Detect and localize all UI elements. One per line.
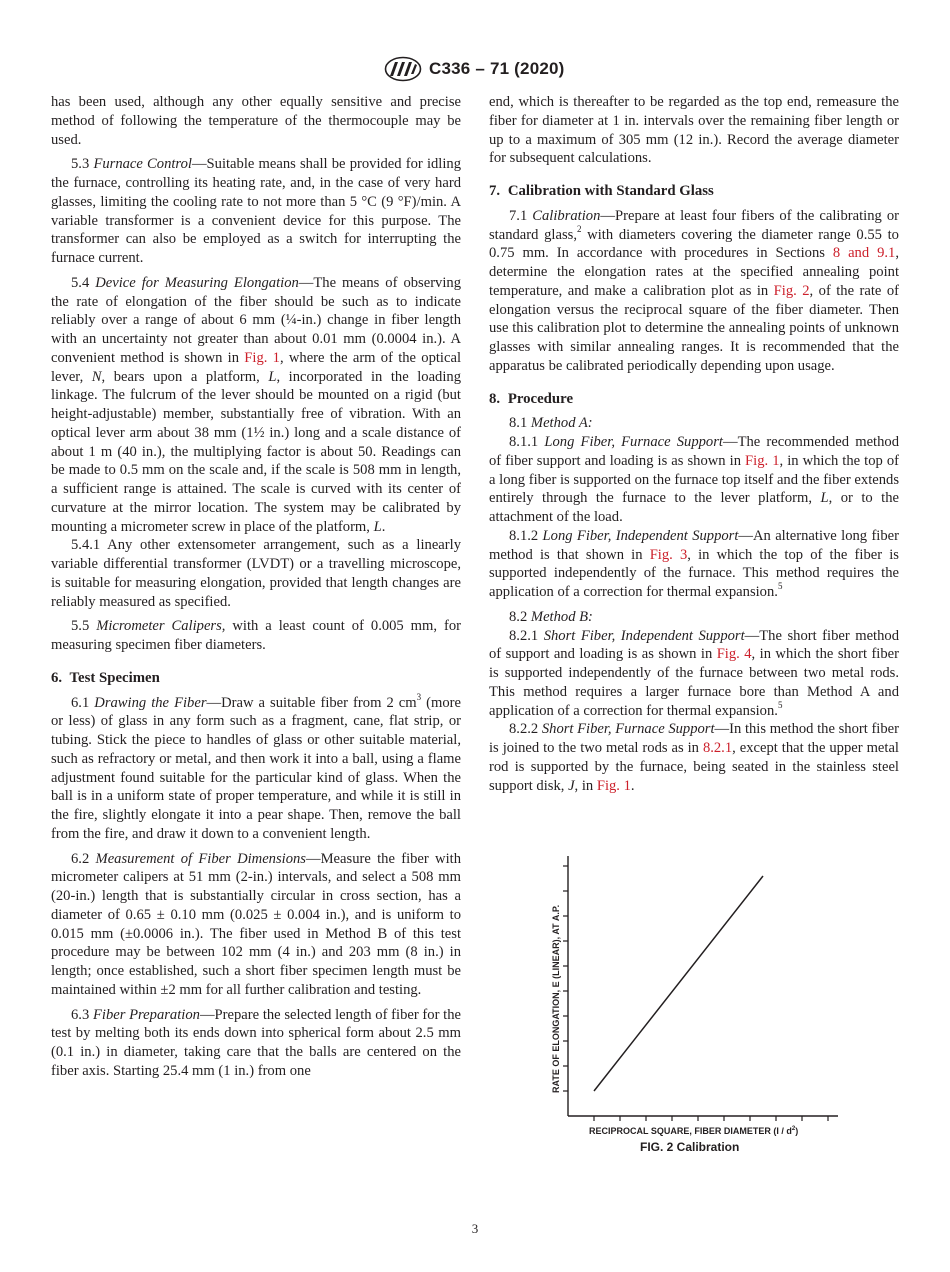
paragraph-text: , in xyxy=(574,777,597,794)
symbol-j: J xyxy=(568,777,575,794)
section-5-5 xyxy=(51,617,461,655)
paragraph-text: , in which the top of a long fiber is supported on the furnace top itself and the fiber extends entirely through the furnace to the lever platform, xyxy=(489,452,899,507)
paragraph-text: has been used, although any other equally sensitive and precise method of following the temperature of the thermocouple may be used. xyxy=(51,94,461,148)
section-8-2-1-link[interactable]: 8.2.1 xyxy=(702,740,733,756)
fig-4-link[interactable]: Fig. 4 xyxy=(716,646,752,663)
punctuation: . xyxy=(630,777,635,794)
x-axis-label xyxy=(589,1126,798,1136)
page-header xyxy=(0,56,950,84)
paragraph-text: —Measure the fiber with micrometer calipers at 51 mm (2-in.) intervals, and select a 508 mm (20-in.) length that is substantially circular in cross section, has a diameter of 0.65 ± 0.10 mm (0.025 ± 0.004 in.), and is uniform to 0.015 mm (±0.0006 in.). The fiber used in Method B of this test procedure may be between 102 mm (4 in.) and 203 mm (8 in.) in length; once established, such a short fiber specimen length must be maintained within ±2 mm for all further calibration and testing. xyxy=(51,850,461,998)
superscript: 5 xyxy=(777,581,783,592)
section-6-2 xyxy=(51,850,461,1000)
paragraph-text: with a least count of 0.005 mm, for measuring specimen fiber diameters. xyxy=(51,618,461,653)
paragraph-text: —The means of observing the rate of elongation of the fiber should be such as to indicate reliably over a range of about 6 mm (¼-in.) change in fiber length with an uncertainty not greater than about 0.01 mm (0.0004 in.). A convenient method is shown in xyxy=(51,274,461,366)
fig-3-link[interactable]: Fig. 3 xyxy=(649,546,688,563)
section-8-1 xyxy=(489,414,899,433)
astm-logo-icon xyxy=(384,56,422,82)
paragraph-text: —Prepare the selected length of fiber for the test by melting both its ends down into spherical form about 2.5 mm (0.1 in.) in diameter, taking care that the balls are centered on the fiber axis. Starting 25.4 mm (1 in.) from one xyxy=(51,1006,461,1079)
paragraph-text: (more or less) of glass in any form such as a fragment, cane, flat strip, or tubing. Stick the piece to handles of glass or other suitable material, such as refractory or metal, and then work it into a ball, using a flame adjustment found suitable for the particular kind of glass. When the ball is in a uniform state of proper temperature, and while it is still in the fire, slightly elongate it into a pear shape. Then, remove the ball from the fire, and draw it down to a convenient length. xyxy=(51,694,461,842)
section-title: Fiber Preparation xyxy=(92,1006,200,1023)
section-number: 6. xyxy=(51,669,63,686)
section-5-4-1 xyxy=(51,536,461,611)
section-7-heading xyxy=(489,182,899,201)
section-number: 8.2.2 xyxy=(509,721,539,738)
paragraph-text: , in which the short fiber is supported independently of the furnace between two metal rods. This method requires a larger furnace bore than Method A and application of a correction for thermal expansion. xyxy=(489,646,899,719)
section-6-1 xyxy=(51,691,461,844)
paragraph-text: , of the rate of elongation versus the reciprocal square of the fiber diameter. Then use this calibration plot to determine the annealing points of unknown glasses with similar annealing ranges. It is recommended that the apparatus be calibrated periodically depending upon usage. xyxy=(489,282,899,374)
section-number: 7.1 xyxy=(509,207,528,224)
paragraph-text: , except that the upper metal rod is supported by the furnace, being seated in the stainless steel support disk, xyxy=(489,740,899,794)
section-title: Long Fiber, Independent Support xyxy=(542,527,739,544)
right-column xyxy=(489,93,899,795)
paragraph-text: , or to the attachment of the load. xyxy=(489,490,899,525)
punctuation: . xyxy=(381,518,386,535)
paragraph-text: , in which the top of the fiber is supported independently of the furnace. This method requires the application of a correction for thermal expansion. xyxy=(489,546,899,600)
fig-1-link[interactable]: Fig. 1 xyxy=(596,777,631,794)
symbol-l: L xyxy=(268,368,277,385)
figure-2 xyxy=(540,850,850,1160)
section-8-1-2 xyxy=(489,527,899,602)
section-title: Procedure xyxy=(507,390,574,407)
section-number: 5.4 xyxy=(71,274,90,291)
superscript: 5 xyxy=(777,699,783,710)
section-title: Method B: xyxy=(530,608,593,625)
paragraph-text: —An alternative long fiber method is that shown in xyxy=(489,527,899,563)
section-title: Short Fiber, Furnace Support xyxy=(541,721,715,738)
y-ticks xyxy=(563,866,568,1091)
paragraph-text: —Suitable means shall be provided for idling the furnace, controlling its heating rate, and, in the case of very hard glasses, limiting the cooling rate to not more than 5 °C (9 °F)/min. A variable transformer is a convenient device for this purpose. The transformer can also be employed as a switch for interrupting the furnace current. xyxy=(51,156,461,266)
paragraph-text: , where the arm of the optical lever, xyxy=(51,349,461,385)
section-7-1 xyxy=(489,207,899,376)
section-title: Calibration xyxy=(532,207,601,224)
section-number: 5.3 xyxy=(71,156,90,173)
section-title: Device for Measuring Elongation xyxy=(95,274,299,291)
figure-caption: FIG. 2 Calibration xyxy=(640,1140,740,1154)
x-axis-label-end: ) xyxy=(795,1126,799,1136)
section-8-heading xyxy=(489,390,899,409)
section-8-2-1 xyxy=(489,627,899,721)
paragraph-text: , incorporated in the loading linkage. The fulcrum of the lever should be mounted on a rigid (but height-adjustable) member, substantially free of vibration. With an optical lever arm about 38 mm (1½ in.) long and a scale distance of about 1 m (40 in.), the multiplying factor is about 50. Readings can be made to 0.5 mm on the scale and, if the scale is 508 mm in length, a sufficient range is attained. The scale is curved with its center of curvature at the mirror location. The system may be calibrated by mounting a micrometer screw in place of the platform, xyxy=(51,368,461,535)
section-number: 6.2 xyxy=(71,850,90,867)
x-axis-label-sup: 2 xyxy=(791,1126,796,1132)
section-5-4 xyxy=(51,274,461,537)
section-6-3 xyxy=(51,1006,461,1081)
section-number: 6.1 xyxy=(71,694,90,711)
paragraph-text: —Draw a suitable fiber from 2 cm xyxy=(206,694,417,711)
calibration-line xyxy=(594,876,763,1091)
section-number: 5.5 xyxy=(71,618,90,635)
section-title: Drawing the Fiber xyxy=(94,694,207,711)
paragraph-continuation xyxy=(51,93,461,149)
section-title: Furnace Control xyxy=(93,156,192,173)
paragraph-text: —Prepare at least four fibers of the calibrating or standard glass, xyxy=(489,207,899,243)
fig-1-link[interactable]: Fig. 1 xyxy=(745,452,780,469)
section-8-2 xyxy=(489,608,899,627)
section-number: 8.2.1 xyxy=(509,627,539,644)
section-title: Long Fiber, Furnace Support xyxy=(544,434,723,450)
sections-link[interactable]: 8 and 9.1 xyxy=(832,245,896,262)
paragraph-text: 5.4.1 Any other extensometer arrangement, such as a linearly variable differential transformer (LVDT) or a travelling microscope, is suitable for measuring elongation, provided that length changes are reliably measured as specified. xyxy=(51,537,461,610)
section-6-heading xyxy=(51,669,461,688)
y-axis-label: RATE OF ELONGATION, E (LINEAR), AT A.P. xyxy=(551,904,561,1093)
section-number: 8. xyxy=(489,390,501,407)
paragraph-text: end, which is thereafter to be regarded as the top end, remeasure the fiber for diameter at 1 in. intervals over the remaining fiber length or up to a maximum of 305 mm (12 in.). Record the average diameter for subsequent calculations. xyxy=(489,94,899,167)
section-number: 6.3 xyxy=(71,1006,90,1023)
section-title: Test Specimen xyxy=(69,669,160,686)
section-number: 7. xyxy=(489,183,501,199)
paragraph-text: —The recommended method of fiber support and loading is as shown in xyxy=(489,434,900,469)
x-ticks xyxy=(594,1116,828,1121)
superscript: 3 xyxy=(416,691,422,702)
section-title: Calibration with Standard Glass xyxy=(507,183,714,199)
document-id: C336 – 71 (2020) xyxy=(429,59,565,78)
section-number: 8.1.2 xyxy=(509,527,539,544)
page-number: 3 xyxy=(471,1221,479,1236)
fig-1-link[interactable]: Fig. 1 xyxy=(244,349,280,366)
section-8-1-1 xyxy=(489,433,899,527)
calibration-chart xyxy=(540,850,850,1140)
fig-2-link[interactable]: Fig. 2 xyxy=(773,282,810,299)
paragraph-text: —In this method the short fiber is joined to the two metal rods as in xyxy=(489,721,899,756)
section-title: Method A: xyxy=(530,415,593,432)
superscript: 2 xyxy=(576,223,582,234)
section-5-3 xyxy=(51,155,461,268)
paragraph-text: with diameters covering the diameter range 0.55 to 0.75 mm. In accordance with procedures in Sections xyxy=(489,226,899,262)
paragraph-continuation xyxy=(489,93,899,168)
paragraph-text: —The short fiber method of support and loading is as shown in xyxy=(489,627,899,663)
series xyxy=(594,876,763,1091)
section-title: Measurement of Fiber Dimensions xyxy=(95,850,306,867)
symbol-l: L xyxy=(373,518,382,535)
paragraph-text: , determine the elongation rates at the specified annealing point temperature, and make a calibration plot as in xyxy=(489,245,899,299)
section-title: Micrometer Calipers, xyxy=(96,618,226,635)
section-title: Short Fiber, Independent Support xyxy=(543,627,745,644)
section-number: 8.2 xyxy=(509,608,528,625)
x-axis-label-main: RECIPROCAL SQUARE, FIBER DIAMETER (I / d xyxy=(589,1126,792,1136)
section-8-2-2 xyxy=(489,720,899,795)
symbol-l: L xyxy=(820,490,829,507)
left-column xyxy=(51,93,461,1081)
section-number: 8.1 xyxy=(509,415,528,432)
paragraph-text: , bears upon a platform, xyxy=(101,368,269,385)
symbol-n: N xyxy=(91,368,102,385)
section-number: 8.1.1 xyxy=(509,434,539,450)
